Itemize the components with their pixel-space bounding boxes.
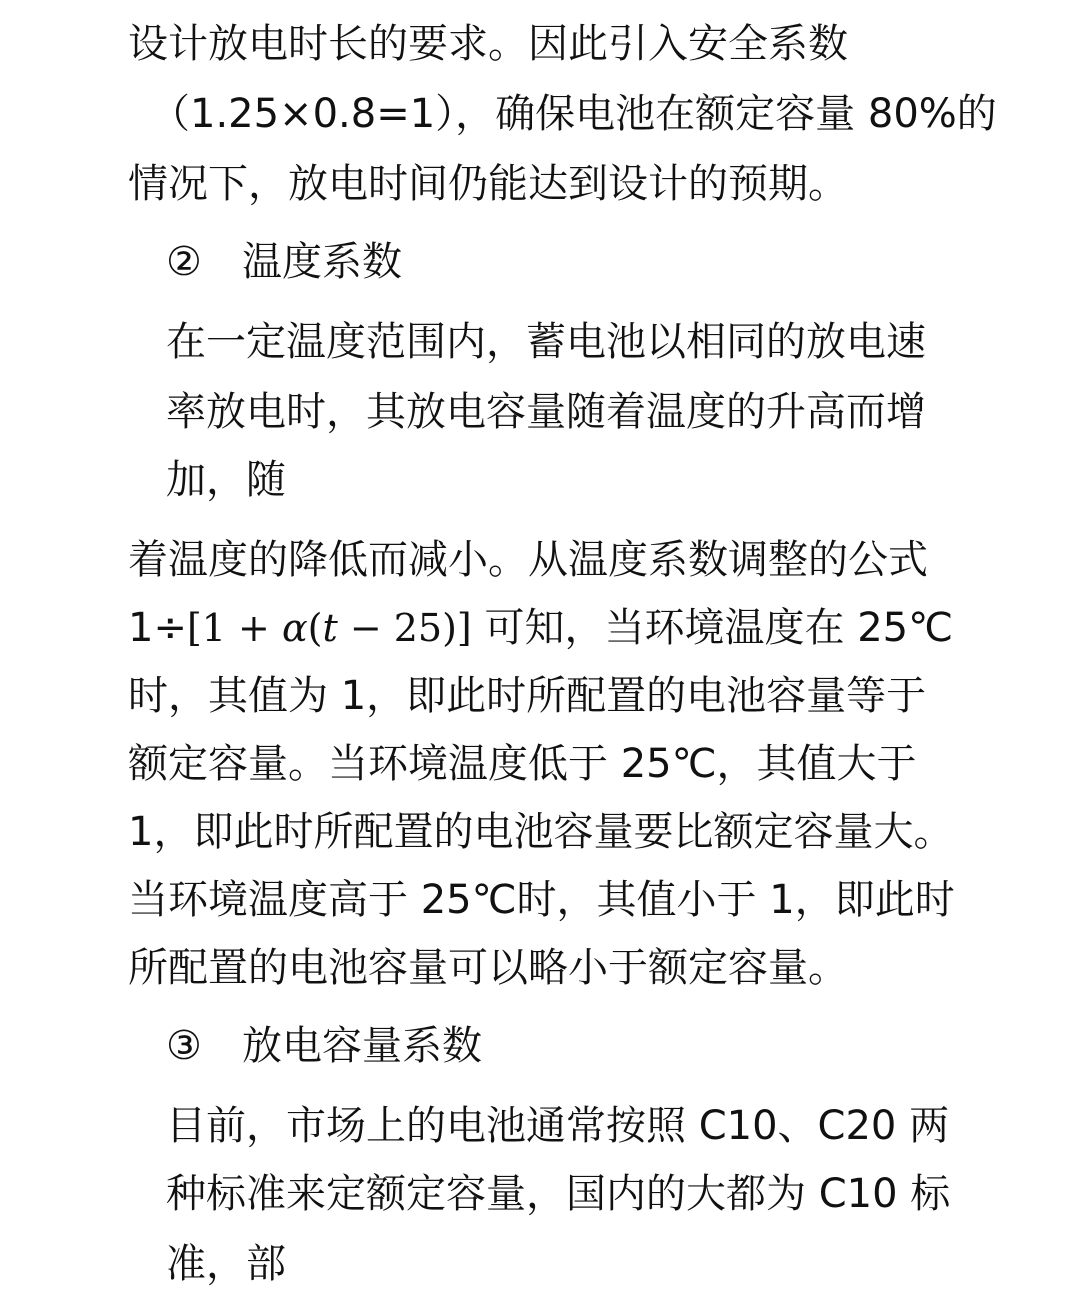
formula-part: − 25)] — [337, 606, 472, 650]
paragraph-line: 着温度的降低而减小。从温度系数调整的公式 — [128, 537, 928, 583]
paragraph-line: 种标准来定额定容量，国内的大都为 C10 标 — [166, 1171, 951, 1217]
paragraph-line: 情况下，放电时间仍能达到设计的预期。 — [128, 161, 848, 207]
section-heading-discharge-capacity-coefficient — [166, 1022, 482, 1070]
paragraph-line: 设计放电时长的要求。因此引入安全系数 — [128, 21, 848, 67]
paragraph-line: 1，即此时所配置的电池容量要比额定容量大。 — [128, 809, 954, 855]
paragraph-line: 所配置的电池容量可以略小于额定容量。 — [128, 945, 848, 991]
formula-t: t — [322, 606, 338, 650]
paragraph-line: 加，随 — [166, 457, 286, 503]
circled-number-3: ③ — [166, 1023, 202, 1069]
paragraph-line: 准，部 — [166, 1241, 286, 1287]
section-title: 放电容量系数 — [242, 1023, 482, 1069]
paragraph-line: 时，其值为 1，即此时所配置的电池容量等于 — [128, 673, 927, 719]
paragraph-line: 目前，市场上的电池通常按照 C10、C20 两 — [166, 1103, 950, 1149]
paragraph-line: 在一定温度范围内，蓄电池以相同的放电速 — [166, 319, 926, 365]
formula-prefix: 1÷ — [128, 605, 187, 651]
paragraph-line-with-formula — [128, 604, 953, 652]
temperature-formula — [187, 606, 472, 650]
paragraph-line: 当环境温度高于 25℃时，其值小于 1，即此时 — [128, 877, 955, 923]
formula-part: [1 + — [186, 606, 282, 650]
paragraph-line: （1.25×0.8=1），确保电池在额定容量 80%的 — [150, 91, 997, 137]
circled-number-2: ② — [166, 239, 202, 285]
section-title: 温度系数 — [242, 239, 402, 285]
section-heading-temperature-coefficient — [166, 238, 402, 286]
paragraph-line: 额定容量。当环境温度低于 25℃，其值大于 — [128, 741, 917, 787]
paragraph-line: 率放电时，其放电容量随着温度的升高而增 — [166, 389, 926, 435]
formula-alpha: α — [281, 606, 308, 650]
formula-part: ( — [307, 606, 323, 650]
formula-suffix-text: 可知，当环境温度在 25℃ — [471, 605, 954, 651]
